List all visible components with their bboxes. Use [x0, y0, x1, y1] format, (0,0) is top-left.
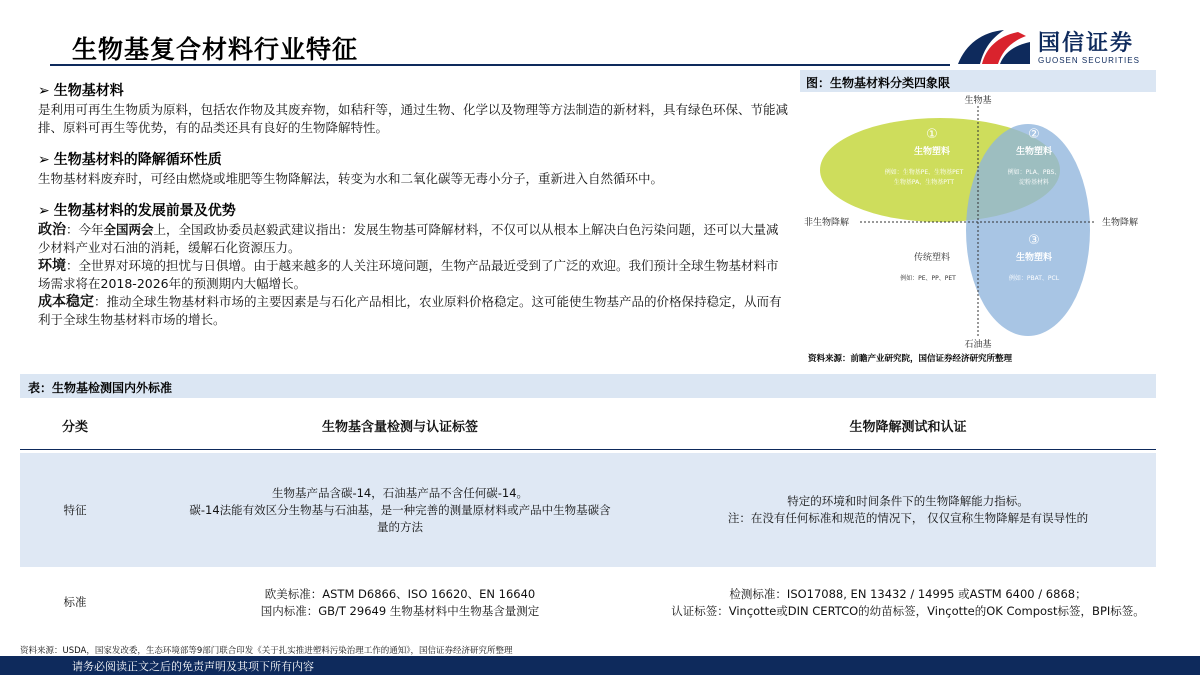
table-row-features — [20, 453, 1156, 567]
title-divider — [50, 64, 950, 66]
table-title: 表：生物基检测国内外标准 — [20, 374, 1156, 398]
disclaimer-footer: 请务必阅读正文之后的免责声明及其项下所有内容 — [0, 656, 1200, 675]
text-column — [38, 80, 790, 329]
q3-example-1: 例如：PBAT、PCL — [1008, 275, 1060, 282]
q2-example-1: 例如：PLA、PBS、 — [1007, 169, 1061, 176]
q4-example-1: 例如：PE、PP、PET — [900, 275, 956, 282]
advantage-politics: 政治：今年全国两会上，全国政协委员赵毅武建议指出：发展生物基可降解材料，不仅可以从根本上解决白色污染问题，还可以大量减少材料产业对石油的消耗，缓解石化资源压力。 — [38, 222, 779, 255]
features-biodegradation-text: 特定的环境和时间条件下的生物降解能力指标。 注：在没有任何标准和规范的情况下， 仅仅宣称生物降解是有误导性的 — [727, 494, 1089, 525]
axis-label-bottom: 石油基 — [964, 340, 992, 350]
page-title: 生物基复合材料行业特征 — [72, 35, 359, 64]
section-heading-2: ➢ 生物基材料的降解循环性质 — [38, 152, 222, 168]
q1-example-1: 例如：生物基PE、生物基PET — [884, 169, 964, 176]
standards-biodegradation-text: 检测标准：ISO17088, EN 13432 / 14995 或ASTM 6400 / 6868； 认证标签：Vinçotte或DIN CERTCO的幼苗标签，Vinçotte的OK Compost标签，BPI标签。 — [671, 587, 1145, 618]
standards-biobased-text: 欧美标准：ASTM D6866、ISO 16620、EN 16640 国内标准：GB/T 29649 生物基材料中生物基含量测定 — [260, 587, 540, 618]
guosen-logo — [952, 22, 1152, 70]
axis-label-left: 非生物降解 — [804, 218, 850, 228]
table-row-standards — [20, 570, 1156, 638]
header-biobased-content: 生物基含量检测与认证标签 — [321, 420, 478, 435]
q2-number: ② — [1028, 127, 1040, 142]
row-category-standards: 标准 — [63, 595, 87, 609]
q1-example-2: 生物基PA、生物基PTT — [893, 179, 955, 186]
axis-label-right: 生物降解 — [1102, 218, 1139, 228]
q1-number: ① — [926, 127, 938, 142]
q1-name: 生物塑料 — [913, 147, 951, 157]
logo-chinese-name: 国信证券 — [1038, 31, 1135, 56]
quadrant-diagram — [800, 92, 1156, 350]
row-category-features: 特征 — [63, 503, 87, 517]
q3-number: ③ — [1028, 233, 1040, 248]
features-biobased-text: 生物基产品含碳-14，石油基产品不含任何碳-14。 碳-14法能有效区分生物基与石油基，是一种完善的测量原材料或产品中生物基碳含 量的方法 — [189, 486, 611, 534]
table-header-row — [20, 406, 1156, 450]
advantage-cost: 成本稳定：推动全球生物基材料市场的主要因素是与石化产品相比，农业原料价格稳定。这可能使生物基产品的价格保持稳定，从而有利于全球生物基材料市场的增长。 — [38, 294, 782, 327]
q3-name: 生物塑料 — [1015, 253, 1053, 263]
figure-source: 资料来源：前瞻产业研究院，国信证券经济研究所整理 — [808, 354, 1013, 364]
section-heading-1: ➢ 生物基材料 — [38, 83, 124, 99]
table-source: 资料来源：USDA，国家发改委，生态环境部等9部门联合印发《关于扎实推进塑料污染治理工作的通知》，国信证券经济研究所整理 — [20, 646, 513, 656]
q2-name: 生物塑料 — [1015, 147, 1053, 157]
q4-name: 传统塑料 — [913, 253, 951, 263]
section-paragraph-1: 是利用可再生生物质为原料，包括农作物及其废弃物，如秸秆等，通过生物、化学以及物理等方法制造的新材料，具有绿色环保、节能减排、原料可再生等优势，有的品类还具有良好的生物降解特性。 — [38, 102, 789, 135]
figure-title: 图：生物基材料分类四象限 — [800, 70, 1156, 92]
logo-english-name: GUOSEN SECURITIES — [1038, 56, 1140, 65]
section-paragraph-2: 生物基材料废弃时，可经由燃烧或堆肥等生物降解法，转变为水和二氧化碳等无毒小分子，重新进入自然循环中。 — [38, 171, 664, 186]
header-category: 分类 — [61, 420, 88, 435]
q2-example-2: 淀粉基材料 — [1018, 179, 1050, 186]
logo-mark-icon — [952, 26, 1036, 70]
header-biodegradation: 生物降解测试和认证 — [849, 420, 967, 435]
axis-label-top: 生物基 — [964, 96, 992, 106]
section-heading-3: ➢ 生物基材料的发展前景及优势 — [38, 203, 236, 219]
advantage-environment: 环境：全世界对环境的担忧与日俱增。由于越来越多的人关注环境问题，生物产品最近受到了广泛的欢迎。我们预计全球生物基材料市场需求将在2018-2026年的预测期内大幅增长。 — [38, 258, 779, 291]
